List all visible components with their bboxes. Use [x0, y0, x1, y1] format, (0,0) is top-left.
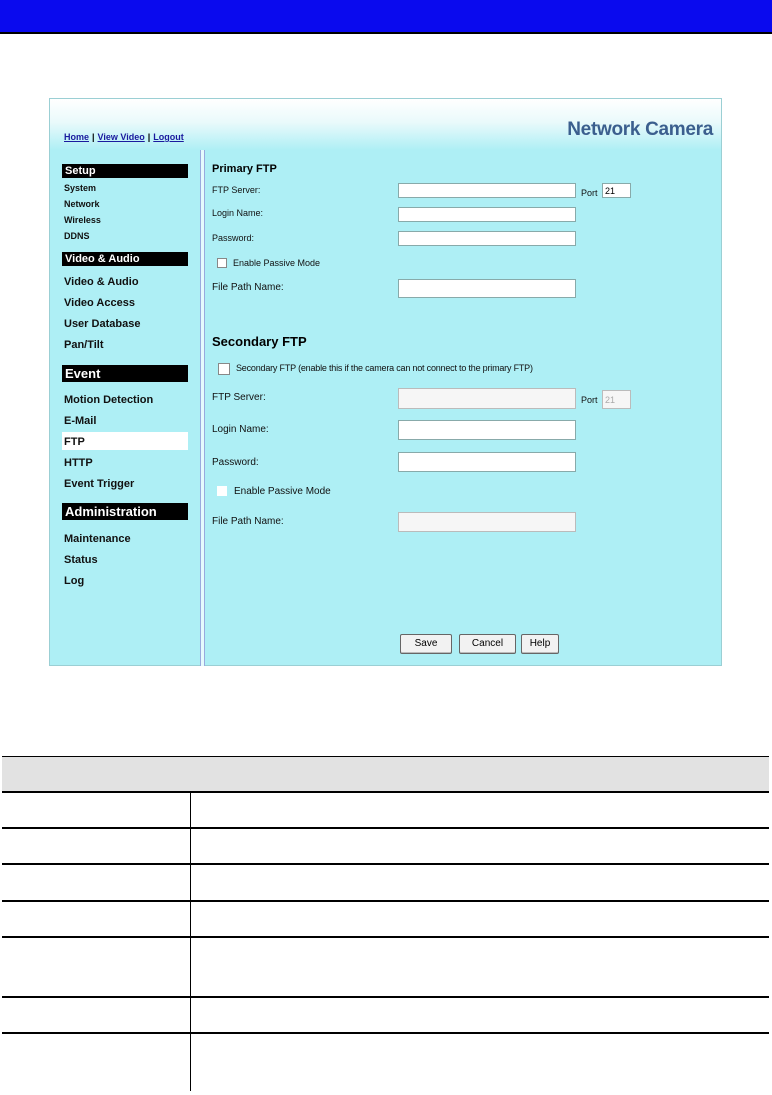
- primary-ftp-title: Primary FTP: [212, 163, 277, 175]
- parameter-table: [2, 756, 769, 1091]
- primary-password-label: Password:: [212, 233, 255, 243]
- home-link[interactable]: Home: [64, 132, 90, 142]
- header-divider: [0, 32, 772, 34]
- secondary-server-input[interactable]: [398, 388, 576, 409]
- table-row: [2, 937, 769, 997]
- primary-login-input[interactable]: [398, 207, 576, 222]
- primary-login-label: Login Name:: [212, 208, 264, 218]
- secondary-port-input[interactable]: [602, 390, 631, 409]
- table-cell: [191, 828, 770, 864]
- sidebar-item-status[interactable]: Status: [64, 554, 98, 566]
- primary-path-input[interactable]: [398, 279, 576, 298]
- table-cell: [191, 1033, 770, 1091]
- sidebar-section-administration: Administration: [62, 503, 188, 520]
- sidebar-item-pan-tilt[interactable]: Pan/Tilt: [64, 339, 104, 351]
- page-header-bar: [0, 0, 772, 32]
- table-cell: [191, 901, 770, 937]
- table-cell: [2, 901, 191, 937]
- sidebar-item-event-trigger[interactable]: Event Trigger: [64, 478, 135, 490]
- sidebar-item-motion-detection[interactable]: Motion Detection: [64, 394, 154, 406]
- top-nav-links: [64, 132, 184, 142]
- sidebar-section-event: Event: [62, 365, 188, 382]
- table-row: [2, 864, 769, 901]
- secondary-login-label: Login Name:: [212, 424, 269, 435]
- sidebar: [50, 150, 200, 666]
- secondary-passive-mode-label: Enable Passive Mode: [234, 486, 331, 497]
- table-cell: [191, 997, 770, 1033]
- table-cell: [2, 1033, 191, 1091]
- secondary-path-label: File Path Name:: [212, 516, 284, 527]
- sidebar-item-system[interactable]: System: [64, 183, 97, 193]
- secondary-enable-checkbox[interactable]: [218, 363, 230, 375]
- table-cell: [2, 792, 191, 828]
- secondary-port-label: Port: [581, 395, 598, 405]
- secondary-ftp-title: Secondary FTP: [212, 334, 307, 349]
- sidebar-item-network[interactable]: Network: [64, 199, 100, 209]
- primary-port-input[interactable]: [602, 183, 631, 198]
- table-cell: [191, 792, 770, 828]
- sidebar-item-http[interactable]: HTTP: [64, 457, 93, 469]
- table-cell: [191, 937, 770, 997]
- secondary-passive-mode-checkbox[interactable]: [217, 486, 227, 496]
- sidebar-item-ddns[interactable]: DDNS: [64, 231, 90, 241]
- table-cell: [191, 864, 770, 901]
- table-row: [2, 901, 769, 937]
- primary-port-label: Port: [581, 188, 598, 198]
- brand-logo: Network Camera: [567, 119, 713, 140]
- secondary-password-label: Password:: [212, 457, 259, 468]
- nav-separator: |: [92, 132, 95, 142]
- table-cell: [2, 864, 191, 901]
- primary-password-input[interactable]: [398, 231, 576, 246]
- logout-link[interactable]: Logout: [153, 132, 184, 142]
- sidebar-item-email[interactable]: E-Mail: [64, 415, 97, 427]
- table-cell: [2, 997, 191, 1033]
- sidebar-item-maintenance[interactable]: Maintenance: [64, 533, 131, 545]
- sidebar-section-setup: Setup: [62, 164, 188, 178]
- secondary-enable-label: Secondary FTP (enable this if the camera can not connect to the primary FTP): [236, 363, 533, 373]
- primary-path-label: File Path Name:: [212, 282, 284, 293]
- table-header-row: [2, 757, 769, 793]
- table-cell: [2, 937, 191, 997]
- table-row: [2, 828, 769, 864]
- primary-passive-mode-checkbox[interactable]: [217, 258, 227, 268]
- view-video-link[interactable]: View Video: [97, 132, 145, 142]
- sidebar-item-video-audio[interactable]: Video & Audio: [64, 276, 139, 288]
- sidebar-divider: [200, 150, 205, 666]
- primary-server-label: FTP Server:: [212, 185, 261, 195]
- sidebar-item-user-database[interactable]: User Database: [64, 318, 141, 330]
- sidebar-section-video-audio: Video & Audio: [62, 252, 188, 266]
- camera-header: [50, 99, 721, 150]
- primary-passive-mode-label: Enable Passive Mode: [233, 258, 321, 268]
- camera-web-ui-screenshot: [49, 98, 722, 666]
- cancel-button[interactable]: Cancel: [459, 634, 516, 654]
- nav-separator: |: [147, 132, 151, 142]
- sidebar-item-video-access[interactable]: Video Access: [64, 297, 135, 309]
- table-header-cell: [2, 757, 769, 793]
- table-row: [2, 1033, 769, 1091]
- secondary-server-label: FTP Server:: [212, 392, 266, 403]
- sidebar-item-log[interactable]: Log: [64, 575, 85, 587]
- primary-server-input[interactable]: [398, 183, 576, 198]
- table-cell: [2, 828, 191, 864]
- save-button[interactable]: Save: [400, 634, 452, 654]
- ftp-settings-panel: [212, 150, 717, 666]
- secondary-password-input[interactable]: [398, 452, 576, 472]
- table-row: [2, 997, 769, 1033]
- help-button[interactable]: Help: [521, 634, 559, 654]
- table-row: [2, 792, 769, 828]
- secondary-path-input[interactable]: [398, 512, 576, 532]
- sidebar-item-wireless[interactable]: Wireless: [64, 215, 101, 225]
- secondary-login-input[interactable]: [398, 420, 576, 440]
- sidebar-item-ftp[interactable]: FTP: [64, 436, 85, 448]
